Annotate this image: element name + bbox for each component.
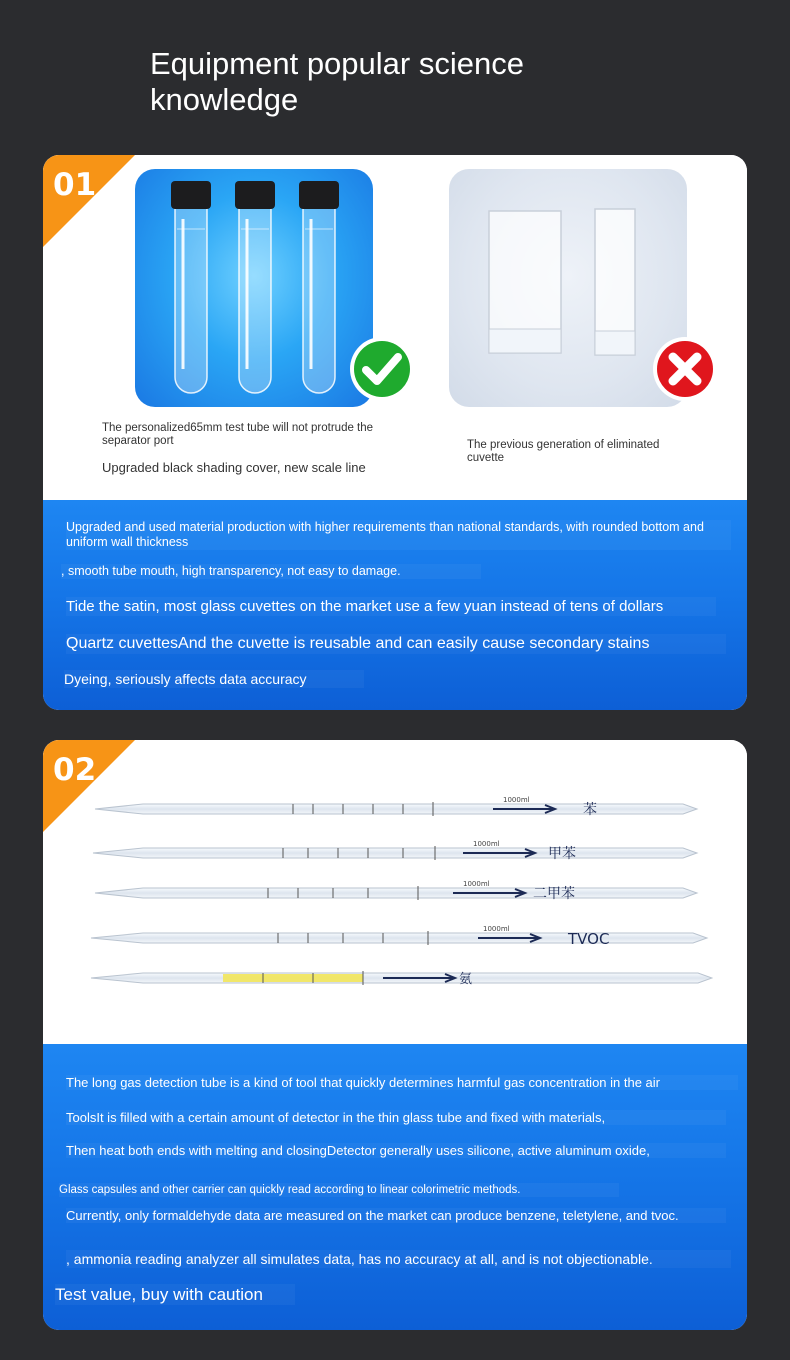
gas-detection-tubes-illustration bbox=[83, 792, 713, 1002]
test-tubes-illustration bbox=[135, 169, 373, 407]
section-01-text-panel bbox=[43, 500, 747, 710]
gas-tube-label: 氨 bbox=[459, 972, 473, 987]
text-line: Quartz cuvettesAnd the cuvette is reusable and can easily cause secondary stains bbox=[66, 634, 726, 654]
section-02-card bbox=[43, 740, 747, 1330]
section-01-image-area bbox=[43, 155, 747, 500]
text-line: Test value, buy with caution bbox=[55, 1284, 295, 1305]
text-line: Currently, only formaldehyde data are measured on the market can produce benzene, teletylene, and tvoc. bbox=[66, 1208, 726, 1223]
gas-tube-unit: 1000ml bbox=[503, 796, 530, 804]
test-tube-caption: The personalized65mm test tube will not protrude the separator port bbox=[102, 422, 374, 447]
section-02-number: 02 bbox=[53, 752, 97, 788]
text-line: Upgraded and used material production with higher requirements than national standards, with rounded bottom and uniform wall thickness bbox=[66, 520, 731, 550]
gas-tube-label: 苯 bbox=[583, 802, 597, 818]
page-title: Equipment popular science knowledge bbox=[150, 46, 524, 117]
test-tubes-photo bbox=[135, 169, 373, 407]
gas-tube bbox=[91, 971, 712, 987]
section-02-image-area bbox=[43, 740, 747, 1044]
gas-tube-label: TVOC bbox=[568, 930, 610, 948]
cuvette-caption: The previous generation of eliminated cuvette bbox=[467, 439, 660, 464]
gas-tube bbox=[93, 840, 697, 862]
text-line: Then heat both ends with melting and closingDetector generally uses silicone, active aluminum oxide, bbox=[66, 1143, 726, 1158]
gas-tube-label: 甲苯 bbox=[548, 846, 576, 862]
gas-tube bbox=[91, 925, 707, 948]
check-mark-icon bbox=[348, 335, 416, 403]
text-line: , ammonia reading analyzer all simulates data, has no accuracy at all, and is not objectionable. bbox=[66, 1250, 731, 1268]
text-line: ToolsIt is filled with a certain amount of detector in the thin glass tube and fixed with materials, bbox=[66, 1110, 726, 1125]
gas-tube-unit: 1000ml bbox=[483, 925, 510, 933]
shading-cover-caption: Upgraded black shading cover, new scale line bbox=[102, 460, 366, 475]
section-02-text-panel bbox=[43, 1044, 747, 1330]
gas-tube bbox=[95, 880, 697, 902]
text-line: The long gas detection tube is a kind of tool that quickly determines harmful gas concentration in the air bbox=[66, 1075, 738, 1090]
section-01-number: 01 bbox=[53, 167, 97, 203]
gas-tube-unit: 1000ml bbox=[473, 840, 500, 848]
cross-mark-icon bbox=[651, 335, 719, 403]
text-line: , smooth tube mouth, high transparency, not easy to damage. bbox=[61, 564, 481, 579]
section-01-card bbox=[43, 155, 747, 710]
gas-tube bbox=[95, 796, 697, 818]
text-line: Tide the satin, most glass cuvettes on the market use a few yuan instead of tens of dollars bbox=[66, 597, 716, 616]
text-line: Dyeing, seriously affects data accuracy bbox=[64, 670, 364, 688]
gas-tube-label: 二甲苯 bbox=[533, 886, 575, 902]
text-line: Glass capsules and other carrier can quickly read according to linear colorimetric methods. bbox=[59, 1183, 619, 1197]
gas-tube-unit: 1000ml bbox=[463, 880, 490, 888]
